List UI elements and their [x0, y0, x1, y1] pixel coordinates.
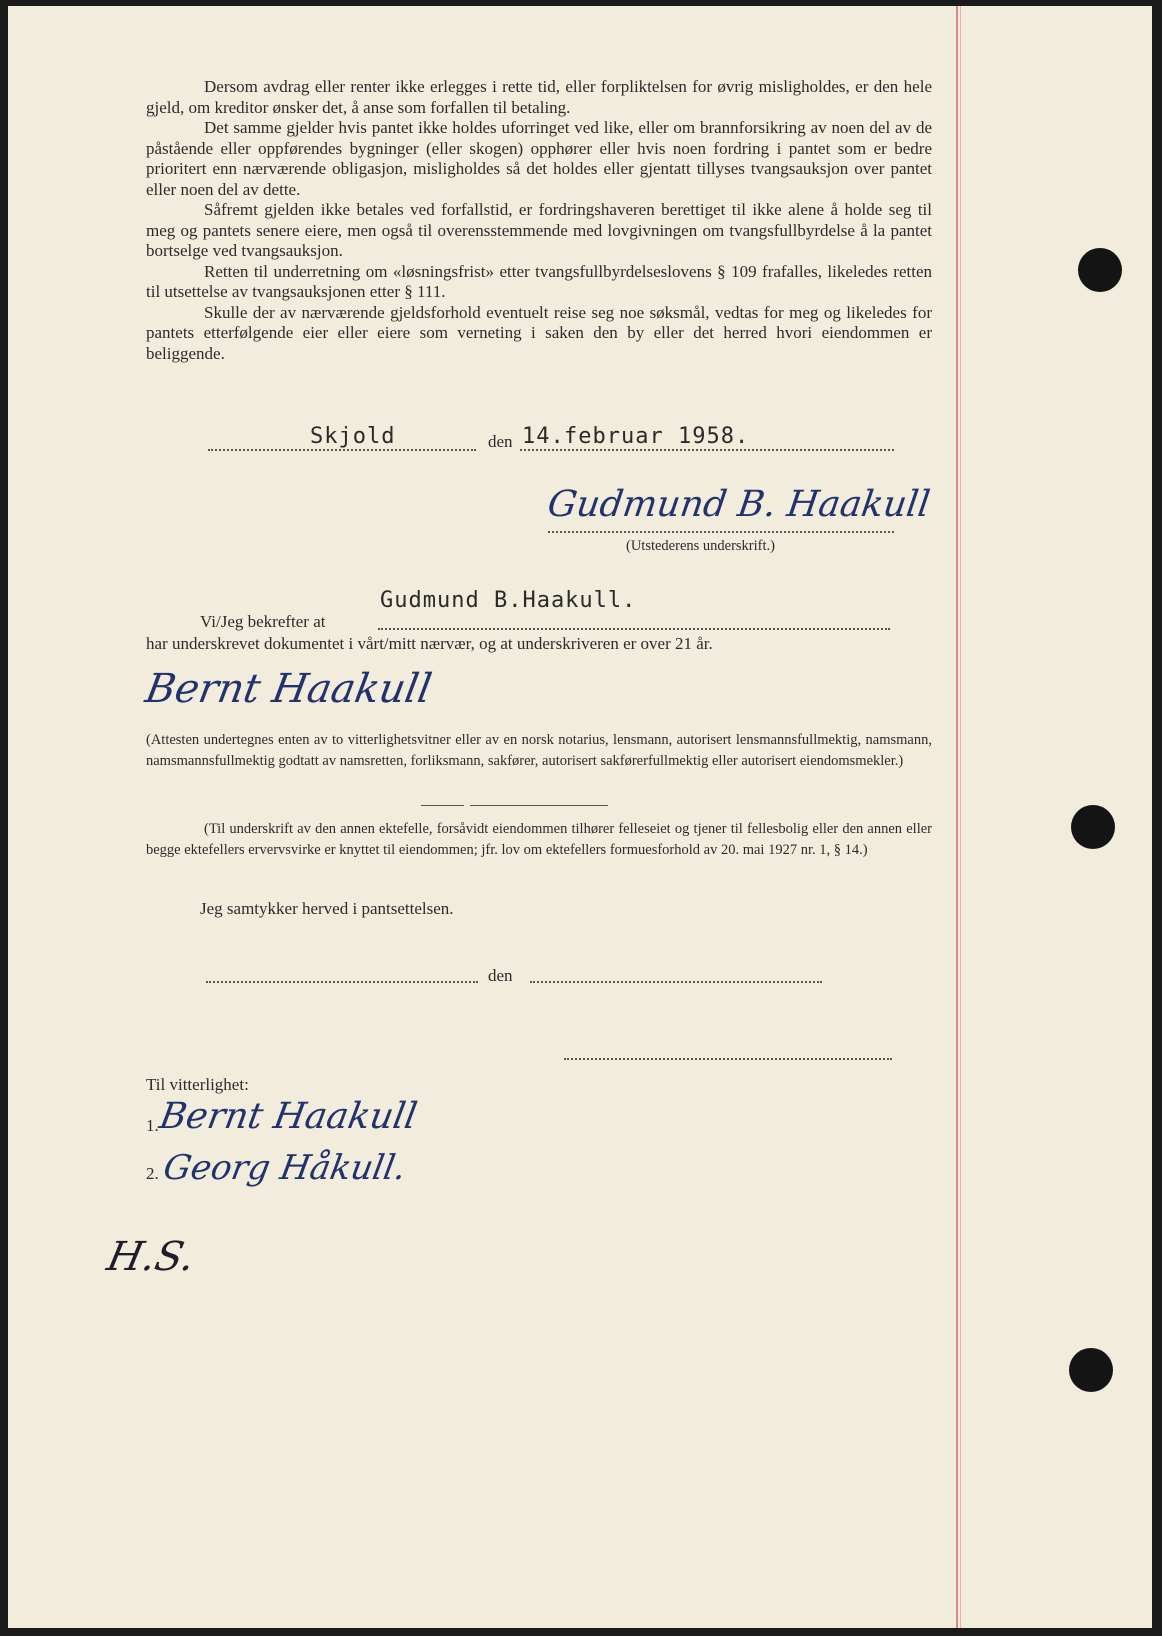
- terms-text: [146, 77, 932, 364]
- issuer-signature: Gudmund B. Haakull: [545, 484, 933, 525]
- date-dotted-line: [520, 449, 894, 451]
- consent-den-label: den: [488, 966, 513, 985]
- place-value: Skjold: [310, 424, 396, 449]
- punch-hole: [1078, 248, 1122, 292]
- separator-rule: [421, 805, 464, 806]
- den-label: den: [488, 432, 513, 451]
- confirmation-text: har underskrevet dokumentet i vårt/mitt nærvær, og at underskriveren er over 21 år.: [146, 634, 713, 653]
- issuer-caption: (Utstederens underskrift.): [626, 538, 775, 554]
- document-page: [8, 6, 1152, 1628]
- punch-hole: [1069, 1348, 1113, 1392]
- witness-label: Til vitterlighet:: [146, 1075, 249, 1094]
- consent-text: Jeg samtykker herved i pantsettelsen.: [200, 899, 454, 918]
- confirmation-name: Gudmund B.Haakull.: [380, 588, 637, 613]
- terms-paragraph: Det samme gjelder hvis pantet ikke holdes uforringet ved like, eller om brannforsikring av noen del av de påstående eller oppførendes bygninger (eller skogen) opphører eller hvis noen fordring i pantet som er bedre prioritert enn nærværende obligasjon, misligholdes så det holdes eller gjentatt tillyses tvangsauksjon over pantet eller noen del av dette.: [146, 118, 932, 199]
- witness-number-1: 1.: [146, 1116, 159, 1135]
- margin-line: [956, 6, 958, 1628]
- date-value: februar 1958.: [564, 424, 750, 449]
- separator-rule: [470, 805, 608, 806]
- consent-date-line: [530, 981, 822, 983]
- terms-paragraph: Retten til underretning om «løsningsfrist» etter tvangsfullbyrdelseslovens § 109 frafalles, likeledes retten til utsettelse av tvangsauksjonen etter § 111.: [146, 261, 932, 301]
- attest-note: [146, 730, 932, 772]
- place-dotted-line: [208, 449, 476, 451]
- consent-signature-line: [564, 1058, 892, 1060]
- consent-place-line: [206, 981, 478, 983]
- issuer-signature-line: [548, 531, 894, 533]
- margin-line-secondary: [960, 6, 961, 1628]
- witness-signature-2: Georg Håkull.: [160, 1148, 410, 1188]
- confirmation-dotted-line: [378, 628, 890, 630]
- initials: H.S.: [103, 1234, 200, 1280]
- date-day: 14.: [522, 424, 565, 449]
- terms-paragraph: Skulle der av nærværende gjeldsforhold eventuelt reise seg noe søksmål, vedtas for meg og likeledes for pantets etterfølgende eier eller eiere som verneting i saken den by eller det herred hvori eiendommen er beliggende.: [146, 302, 932, 363]
- terms-paragraph: Dersom avdrag eller renter ikke erlegges i rette tid, eller forpliktelsen for øvrig misligholdes, er den hele gjeld, om kreditor ønsker det, å anse som forfallen til betaling.: [146, 77, 932, 117]
- punch-hole: [1071, 805, 1115, 849]
- terms-paragraph: Såfremt gjelden ikke betales ved forfallstid, er fordringshaveren berettiget til ikke alene å holde seg til meg og pantets senere eiere, men også til overensstemmende med lovgivningen om tvangsfullbyrdelse å la pantet bortselge ved tvangsauksjon.: [146, 200, 932, 260]
- spouse-note: [146, 819, 932, 861]
- witness-number-2: 2.: [146, 1164, 159, 1183]
- witness-signature-1: Bernt Haakull: [156, 1096, 421, 1137]
- confirmation-lead: Vi/Jeg bekrefter at: [200, 612, 326, 631]
- spouse-note-text: (Til underskrift av den annen ektefelle, forsåvidt eiendommen tilhører felleseiet og tjener til fellesbolig eller den annen eller begge ektefellers ervervsvirke er knyttet til eiendommen; jfr. lov om ektefellers formuesforhold av 20. mai 1927 nr. 1, § 14.): [146, 821, 932, 858]
- attest-note-text: (Attesten undertegnes enten av to vitterlighetsvitner eller av en norsk notarius, lensmann, autorisert lensmannsfullmektig, namsmann, namsmannsfullmektig godtatt av namsretten, forliksmann, sakfører, autorisert sakførerfullmektig eller autorisert eiendomsmekler.): [146, 732, 932, 769]
- confirmation-signature: Bernt Haakull: [141, 666, 435, 712]
